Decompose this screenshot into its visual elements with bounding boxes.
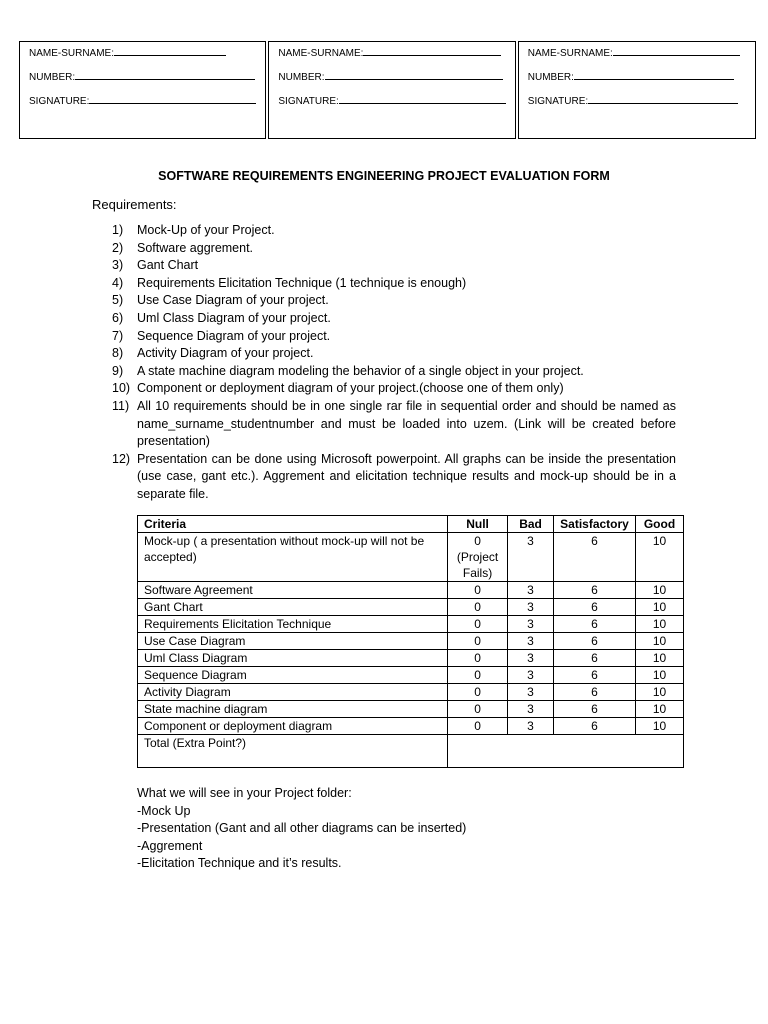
- requirements-list: [112, 222, 676, 504]
- good-cell: 10: [635, 533, 683, 582]
- name-surname-field[interactable]: [114, 46, 226, 56]
- form-title: SOFTWARE REQUIREMENTS ENGINEERING PROJECT EVALUATION FORM: [158, 169, 610, 183]
- good-cell: 10: [635, 616, 683, 633]
- total-value-cell[interactable]: [448, 735, 684, 768]
- bad-cell: 3: [508, 667, 554, 684]
- folder-item: -Mock Up: [137, 803, 191, 818]
- signature-field[interactable]: [588, 94, 738, 104]
- criteria-cell: Activity Diagram: [138, 684, 448, 701]
- signature-field[interactable]: [339, 94, 506, 104]
- signature-label: SIGNATURE:: [29, 96, 90, 107]
- folder-heading: What we will see in your Project folder:: [137, 786, 352, 800]
- satisfactory-header: Satisfactory: [554, 516, 636, 533]
- requirement-item: [112, 240, 676, 258]
- number-field[interactable]: [574, 70, 734, 80]
- signature-label: SIGNATURE:: [278, 96, 339, 107]
- requirement-text: A state machine diagram modeling the behavior of a single object in your project.: [137, 363, 584, 378]
- student-box: [518, 41, 756, 139]
- requirement-text: Component or deployment diagram of your project.(choose one of them only): [137, 381, 564, 396]
- criteria-cell: Component or deployment diagram: [138, 718, 448, 735]
- requirement-number: 5): [112, 293, 124, 308]
- null-cell: 0: [448, 684, 508, 701]
- null-cell: [448, 533, 508, 582]
- satisfactory-cell: 6: [554, 616, 636, 633]
- satisfactory-cell: 6: [554, 650, 636, 667]
- student-box: [19, 41, 266, 139]
- signature-line: [29, 94, 256, 118]
- bad-cell: 3: [508, 533, 554, 582]
- evaluation-table: [137, 515, 684, 768]
- total-row: [138, 735, 684, 768]
- name-surname-line: [528, 46, 746, 70]
- signature-field[interactable]: [89, 94, 256, 104]
- satisfactory-cell: 6: [554, 667, 636, 684]
- table-row: [138, 718, 684, 735]
- good-header: Good: [635, 516, 683, 533]
- criteria-cell: State machine diagram: [138, 701, 448, 718]
- table-row: [138, 633, 684, 650]
- number-line: [528, 70, 746, 94]
- name-surname-line: [278, 46, 505, 70]
- requirement-number: 4): [112, 275, 124, 290]
- satisfactory-cell: 6: [554, 684, 636, 701]
- satisfactory-cell: 6: [554, 599, 636, 616]
- name-surname-field[interactable]: [613, 46, 740, 56]
- criteria-cell: Software Agreement: [138, 582, 448, 599]
- satisfactory-cell: 6: [554, 701, 636, 718]
- name-surname-label: NAME-SURNAME:: [527, 48, 613, 59]
- requirement-number: 10): [112, 381, 131, 396]
- requirement-text: Uml Class Diagram of your project.: [137, 310, 331, 325]
- requirements-heading: Requirements:: [92, 197, 177, 212]
- null-cell: 0: [448, 667, 508, 684]
- number-line: [278, 70, 505, 94]
- null-cell: 0: [448, 718, 508, 735]
- good-cell: 10: [635, 684, 683, 701]
- project-folder-section: [137, 785, 466, 873]
- bad-cell: 3: [508, 650, 554, 667]
- requirement-item: [112, 345, 676, 363]
- table-row: [138, 684, 684, 701]
- number-label: NUMBER:: [29, 72, 76, 83]
- name-surname-label: NAME-SURNAME:: [29, 48, 115, 59]
- null-cell: 0: [448, 650, 508, 667]
- number-label: NUMBER:: [527, 72, 574, 83]
- requirement-text: Mock-Up of your Project.: [137, 223, 275, 237]
- bad-header: Bad: [508, 516, 554, 533]
- requirement-text: Software aggrement.: [137, 240, 254, 255]
- student-box: [268, 41, 515, 139]
- satisfactory-cell: 6: [554, 533, 636, 582]
- satisfactory-cell: 6: [554, 633, 636, 650]
- requirement-item: [112, 275, 676, 293]
- requirement-item: [112, 257, 676, 275]
- number-line: [29, 70, 256, 94]
- requirement-item: [112, 328, 676, 346]
- requirement-item: [112, 380, 676, 398]
- null-score: 0: [474, 534, 481, 548]
- good-cell: 10: [635, 599, 683, 616]
- requirement-item: [112, 310, 676, 328]
- requirement-number: 2): [112, 240, 124, 255]
- requirement-item: [112, 451, 676, 504]
- number-label: NUMBER:: [278, 72, 325, 83]
- requirement-text: Activity Diagram of your project.: [137, 346, 314, 361]
- student-info-boxes: [19, 41, 756, 139]
- requirement-item: [112, 292, 676, 310]
- null-cell: 0: [448, 582, 508, 599]
- requirement-text: Gant Chart: [137, 258, 199, 273]
- signature-line: [278, 94, 505, 118]
- null-cell: 0: [448, 701, 508, 718]
- table-header-row: [138, 516, 684, 533]
- table-row: [138, 650, 684, 667]
- requirement-number: 11): [112, 398, 130, 413]
- bad-cell: 3: [508, 582, 554, 599]
- folder-item: -Presentation (Gant and all other diagrams can be inserted): [137, 821, 467, 836]
- bad-cell: 3: [508, 616, 554, 633]
- null-cell: 0: [448, 616, 508, 633]
- requirement-number: 9): [112, 363, 124, 378]
- requirement-text: Presentation can be done using Microsoft powerpoint. All graphs can be inside the presentation (use case, gant etc.). Aggrement and elicitation technique results and mock-up should be in a separate file.: [137, 451, 676, 501]
- null-cell: 0: [448, 633, 508, 650]
- table-row: [138, 582, 684, 599]
- folder-item: -Elicitation Technique and it’s results.: [137, 856, 342, 871]
- bad-cell: 3: [508, 633, 554, 650]
- requirement-number: 8): [112, 346, 124, 361]
- number-field[interactable]: [75, 70, 255, 80]
- satisfactory-cell: 6: [554, 718, 636, 735]
- requirement-item: [112, 363, 676, 381]
- requirement-item: [112, 398, 676, 451]
- requirement-number: 12): [112, 451, 131, 466]
- requirement-number: 3): [112, 258, 124, 273]
- good-cell: 10: [635, 650, 683, 667]
- good-cell: 10: [635, 701, 683, 718]
- signature-label: SIGNATURE:: [527, 96, 589, 107]
- requirement-text: Requirements Elicitation Technique (1 technique is enough): [137, 275, 467, 290]
- requirement-text: Use Case Diagram of your project.: [137, 293, 329, 308]
- requirement-text: All 10 requirements should be in one single rar file in sequential order and should be named as name_surname_studentnumber and must be loaded into uzem. (Link will be created before presentation): [137, 398, 676, 449]
- requirement-number: 1): [112, 223, 124, 237]
- null-note: (Project Fails): [456, 550, 499, 580]
- good-cell: 10: [635, 667, 683, 684]
- total-label: Total (Extra Point?): [138, 735, 448, 768]
- table-row: [138, 701, 684, 718]
- name-surname-label: NAME-SURNAME:: [278, 48, 364, 59]
- bad-cell: 3: [508, 684, 554, 701]
- criteria-cell: Sequence Diagram: [138, 667, 448, 684]
- criteria-cell: Mock-up ( a presentation without mock-up will not be accepted): [138, 533, 448, 582]
- number-field[interactable]: [325, 70, 503, 80]
- bad-cell: 3: [508, 718, 554, 735]
- criteria-cell: Gant Chart: [138, 599, 448, 616]
- requirement-text: Sequence Diagram of your project.: [137, 328, 331, 343]
- satisfactory-cell: 6: [554, 582, 636, 599]
- name-surname-line: [29, 46, 256, 70]
- bad-cell: 3: [508, 701, 554, 718]
- requirement-item: [112, 222, 676, 240]
- criteria-cell: Requirements Elicitation Technique: [138, 616, 448, 633]
- criteria-cell: Uml Class Diagram: [138, 650, 448, 667]
- signature-line: [528, 94, 746, 118]
- good-cell: 10: [635, 633, 683, 650]
- table-row: [138, 616, 684, 633]
- null-header: Null: [448, 516, 508, 533]
- table-row: [138, 599, 684, 616]
- good-cell: 10: [635, 582, 683, 599]
- null-cell: 0: [448, 599, 508, 616]
- criteria-header: Criteria: [138, 516, 448, 533]
- good-cell: 10: [635, 718, 683, 735]
- requirement-number: 6): [112, 310, 124, 325]
- table-row: [138, 533, 684, 582]
- name-surname-field[interactable]: [363, 46, 501, 56]
- requirement-number: 7): [112, 328, 124, 343]
- folder-item: -Aggrement: [137, 838, 203, 853]
- bad-cell: 3: [508, 599, 554, 616]
- criteria-cell: Use Case Diagram: [138, 633, 448, 650]
- table-row: [138, 667, 684, 684]
